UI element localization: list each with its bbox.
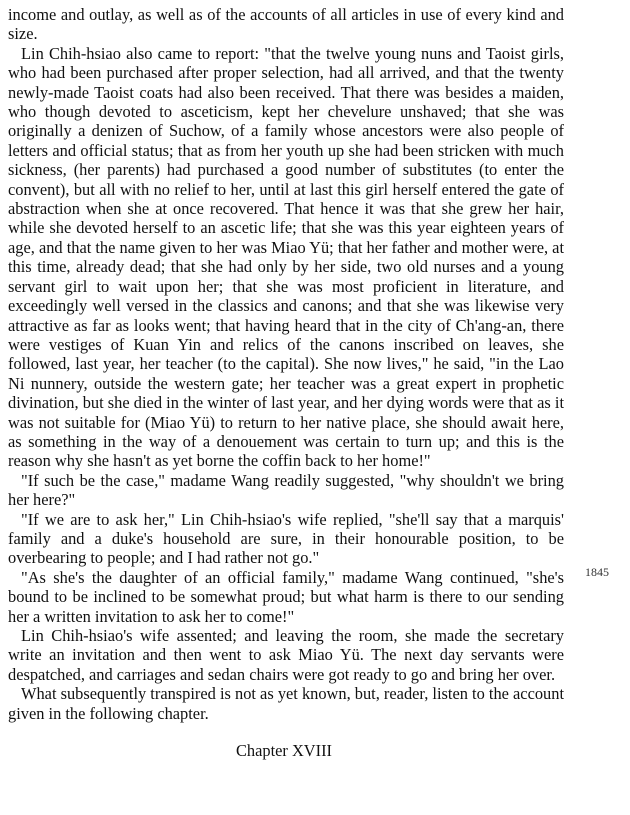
page-number: 1845 xyxy=(585,565,609,579)
paragraph-wife-reply: "If we are to ask her," Lin Chih-hsiao's wife replied, "she'll say that a marquis' family and a duke's household are sure, in their honourable position, to be overbearing to people; and I had rather not go." xyxy=(8,509,564,568)
paragraph-lin-chih-hsiao-report: Lin Chih-hsiao also came to report: "that the twelve young nuns and Taoist girls, who had been purchased after proper selection, had all arrived, and that the twenty newly-made Taoist coats had also been received. That there was besides a maiden, who though devoted to asceticism, kept her chevelure unshaved; that she was originally a denizen of Suchow, of a family whose ancestors were also people of letters and official status; that as from her youth up she had been stricken with much sickness, (her parents) had purchased a good number of substitutes (to enter the convent), but all with no relief to her, until at last this girl herself entered the gate of abstraction when she at once recovered. That hence it was that she grew her hair, while she devoted herself to an ascetic life; that she was this year eighteen years of age, and that the name given to her was Miao Yü; that her father and mother were, at this time, already dead; that she had only by her side, two old nurses and a young servant girl to wait upon her; that she was most proficient in literature, and exceedingly well versed in the classics and canons; and that she was likewise very attractive as far as looks went; that having heard that in the city of Ch'ang-an, there were vestiges of Kuan Yin and relics of the canons inscribed on leaves, she followed, last year, her teacher (to the capital). She now lives," he said, "in the Lao Ni nunnery, outside the western gate; her teacher was a great expert in prophetic divination, but she died in the winter of last year, and her dying words were that as it was not suitable for (Miao Yü) to return to her native place, she should await here, as something in the way of a denouement was certain to turn up; and this is the reason why she hasn't as yet borne the coffin back to her home!" xyxy=(8,43,565,471)
chapter-heading: Chapter XVIII xyxy=(235,741,333,760)
paragraph-continuation: income and outlay, as well as of the accounts of all articles in use of every kind and size. xyxy=(8,5,564,44)
paragraph-madame-wang-continued: "As she's the daughter of an official family," madame Wang continued, "she's bound to be inclined to be somewhat proud; but what harm is there to our sending her a written invitation to ask her to come!" xyxy=(8,567,564,626)
paragraph-madame-wang-suggestion: "If such be the case," madame Wang readily suggested, "why shouldn't we bring her here?" xyxy=(8,470,564,510)
paragraph-wife-assented: Lin Chih-hsiao's wife assented; and leaving the room, she made the secretary write an invitation and then went to ask Miao Yü. The next day servants were despatched, and carriages and sedan chairs were got ready to go and bring her over. xyxy=(8,626,564,684)
document-body xyxy=(8,5,564,723)
paragraph-closing: What subsequently transpired is not as yet known, but, reader, listen to the account given in the following chapter. xyxy=(8,684,564,723)
